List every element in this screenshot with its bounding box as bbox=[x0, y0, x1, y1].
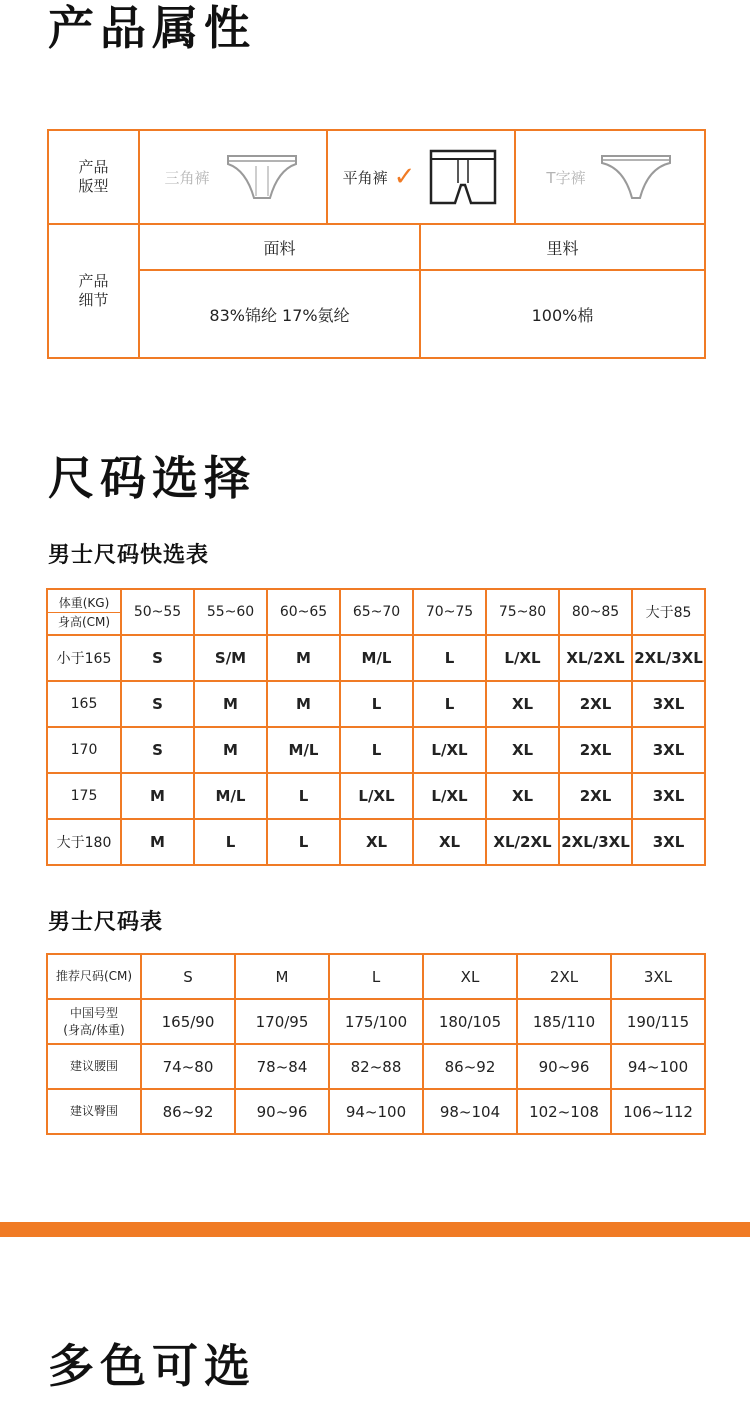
size-header: 2XL bbox=[517, 954, 611, 999]
size-cell: L bbox=[267, 773, 340, 819]
value-cell: 94~100 bbox=[611, 1044, 705, 1089]
product-attributes-table bbox=[47, 129, 706, 359]
size-cell: L/XL bbox=[413, 727, 486, 773]
value-cell: 90~96 bbox=[517, 1044, 611, 1089]
size-cell: S bbox=[121, 727, 194, 773]
check-icon: ✓ bbox=[393, 162, 416, 192]
table-row bbox=[47, 1044, 705, 1089]
size-header: M bbox=[235, 954, 329, 999]
size-cell: L/XL bbox=[486, 635, 559, 681]
size-cell: M bbox=[194, 681, 267, 727]
size-cell: XL bbox=[413, 819, 486, 865]
value-cell: 190/115 bbox=[611, 999, 705, 1044]
size-cell: 3XL bbox=[632, 681, 705, 727]
style-option-briefs bbox=[139, 130, 327, 224]
table-row bbox=[47, 727, 705, 773]
value-cell: 82~88 bbox=[329, 1044, 423, 1089]
value-cell: 90~96 bbox=[235, 1089, 329, 1134]
detail-label-line1: 产品 bbox=[78, 272, 109, 290]
size-cell: XL bbox=[486, 727, 559, 773]
size-chart-table bbox=[46, 953, 706, 1135]
row-label-line1: 中国号型 bbox=[69, 1005, 118, 1020]
value-cell: 170/95 bbox=[235, 999, 329, 1044]
size-cell: L bbox=[194, 819, 267, 865]
corner-cell bbox=[47, 589, 121, 635]
size-cell: L bbox=[340, 727, 413, 773]
size-cell: 3XL bbox=[632, 727, 705, 773]
value-cell: 165/90 bbox=[141, 999, 235, 1044]
size-cell: L/XL bbox=[413, 773, 486, 819]
weight-header: 60~65 bbox=[267, 589, 340, 635]
size-cell: M bbox=[121, 773, 194, 819]
size-cell: S bbox=[121, 681, 194, 727]
weight-header: 70~75 bbox=[413, 589, 486, 635]
size-header: XL bbox=[423, 954, 517, 999]
fabric-header: 面料 bbox=[139, 224, 420, 270]
size-cell: 2XL bbox=[559, 681, 632, 727]
value-cell: 78~84 bbox=[235, 1044, 329, 1089]
style-label-briefs: 三角裤 bbox=[164, 168, 210, 187]
section-divider bbox=[0, 1222, 750, 1237]
value-cell: 86~92 bbox=[423, 1044, 517, 1089]
size-cell: M bbox=[267, 635, 340, 681]
version-label-line2: 版型 bbox=[78, 177, 109, 195]
briefs-icon bbox=[222, 150, 302, 204]
size-header: 3XL bbox=[611, 954, 705, 999]
weight-header: 大于85 bbox=[632, 589, 705, 635]
value-cell: 106~112 bbox=[611, 1089, 705, 1134]
weight-header: 65~70 bbox=[340, 589, 413, 635]
size-cell: 3XL bbox=[632, 819, 705, 865]
value-cell: 185/110 bbox=[517, 999, 611, 1044]
size-header: S bbox=[141, 954, 235, 999]
boxers-icon bbox=[427, 147, 499, 207]
value-cell: 98~104 bbox=[423, 1089, 517, 1134]
size-cell: L bbox=[413, 681, 486, 727]
size-cell: L/XL bbox=[340, 773, 413, 819]
fabric-value: 83%锦纶 17%氨纶 bbox=[139, 270, 420, 358]
corner-height: 身高(CM) bbox=[57, 614, 111, 629]
size-cell: 2XL bbox=[559, 727, 632, 773]
value-cell: 180/105 bbox=[423, 999, 517, 1044]
style-option-boxers bbox=[327, 130, 515, 224]
style-label-boxers: 平角裤 bbox=[342, 168, 388, 187]
value-cell: 94~100 bbox=[329, 1089, 423, 1134]
lining-value: 100%棉 bbox=[420, 270, 705, 358]
size-cell: L bbox=[413, 635, 486, 681]
value-cell: 102~108 bbox=[517, 1089, 611, 1134]
style-option-thong bbox=[515, 130, 705, 224]
size-cell: M/L bbox=[267, 727, 340, 773]
size-cell: XL bbox=[340, 819, 413, 865]
detail-label bbox=[48, 224, 139, 358]
value-cell: 175/100 bbox=[329, 999, 423, 1044]
size-cell: M/L bbox=[194, 773, 267, 819]
size-selection-title: 尺码选择 bbox=[48, 451, 256, 505]
weight-header: 55~60 bbox=[194, 589, 267, 635]
table-row bbox=[47, 819, 705, 865]
corner-weight: 体重(KG) bbox=[48, 594, 120, 613]
height-header: 大于180 bbox=[47, 819, 121, 865]
height-header: 175 bbox=[47, 773, 121, 819]
version-label-line1: 产品 bbox=[78, 158, 109, 176]
size-header: L bbox=[329, 954, 423, 999]
size-cell: 3XL bbox=[632, 773, 705, 819]
size-cell: 2XL/3XL bbox=[632, 635, 705, 681]
size-cell: L bbox=[340, 681, 413, 727]
size-cell: L bbox=[267, 819, 340, 865]
height-header: 165 bbox=[47, 681, 121, 727]
size-chart-title: 男士尺码表 bbox=[48, 910, 164, 935]
weight-header: 80~85 bbox=[559, 589, 632, 635]
row-label bbox=[47, 999, 141, 1044]
weight-header: 75~80 bbox=[486, 589, 559, 635]
size-cell: XL bbox=[486, 773, 559, 819]
value-cell: 74~80 bbox=[141, 1044, 235, 1089]
size-cell: XL bbox=[486, 681, 559, 727]
size-cell: M bbox=[121, 819, 194, 865]
size-cell: M/L bbox=[340, 635, 413, 681]
size-cell: XL/2XL bbox=[486, 819, 559, 865]
row-label: 建议臀围 bbox=[47, 1089, 141, 1134]
height-header: 小于165 bbox=[47, 635, 121, 681]
size-cell: 2XL/3XL bbox=[559, 819, 632, 865]
weight-header: 50~55 bbox=[121, 589, 194, 635]
table-row bbox=[47, 681, 705, 727]
colors-title: 多色可选 bbox=[48, 1339, 256, 1393]
style-label-thong: T字裤 bbox=[546, 168, 586, 187]
table-row bbox=[47, 999, 705, 1044]
table-row bbox=[47, 635, 705, 681]
lining-header: 里料 bbox=[420, 224, 705, 270]
row-label-line2: (身高/体重) bbox=[63, 1022, 125, 1037]
size-cell: M bbox=[267, 681, 340, 727]
table-row bbox=[47, 1089, 705, 1134]
thong-icon bbox=[598, 150, 674, 204]
version-label bbox=[48, 130, 139, 224]
quick-size-table bbox=[46, 588, 706, 866]
size-cell: M bbox=[194, 727, 267, 773]
size-header-label: 推荐尺码(CM) bbox=[47, 954, 141, 999]
detail-label-line2: 细节 bbox=[78, 291, 109, 309]
size-cell: S bbox=[121, 635, 194, 681]
product-attributes-title: 产品属性 bbox=[48, 1, 256, 55]
table-row bbox=[47, 773, 705, 819]
size-cell: S/M bbox=[194, 635, 267, 681]
row-label: 建议腰围 bbox=[47, 1044, 141, 1089]
value-cell: 86~92 bbox=[141, 1089, 235, 1134]
height-header: 170 bbox=[47, 727, 121, 773]
size-cell: 2XL bbox=[559, 773, 632, 819]
quick-size-title: 男士尺码快选表 bbox=[48, 543, 210, 568]
size-cell: XL/2XL bbox=[559, 635, 632, 681]
